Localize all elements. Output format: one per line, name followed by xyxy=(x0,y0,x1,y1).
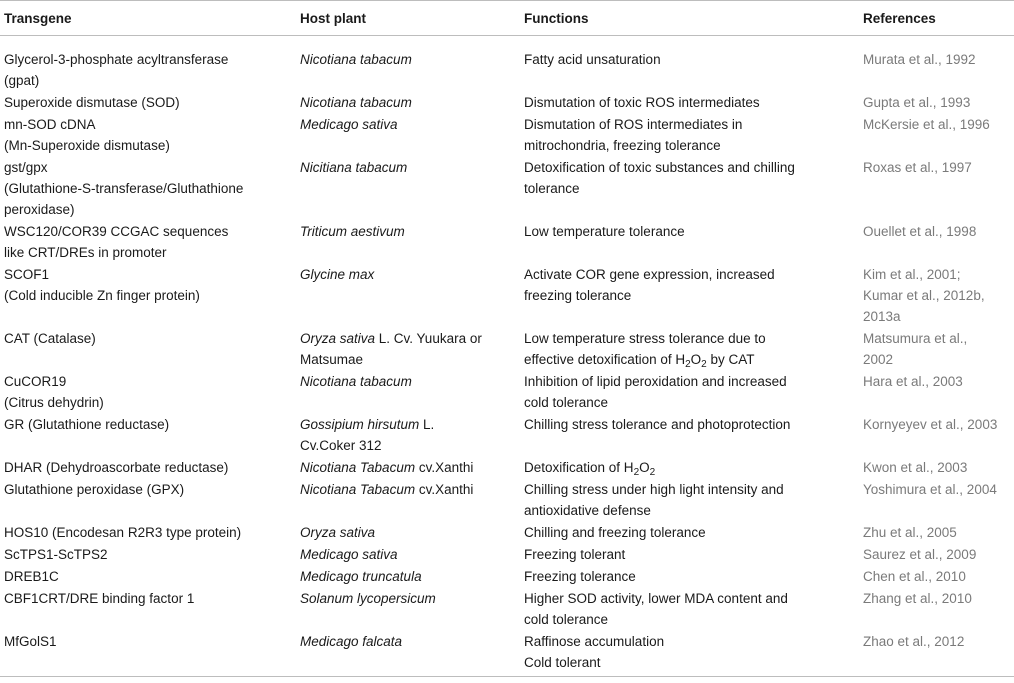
host-line xyxy=(300,264,520,285)
host-cultivar: Cv.Coker 312 xyxy=(300,438,382,453)
function-text: cold tolerance xyxy=(524,612,609,627)
header-row xyxy=(0,1,1014,36)
cell-host-plant xyxy=(296,327,520,370)
function-text: Inhibition of lipid peroxidation and increased xyxy=(524,374,787,389)
transgene-text: like CRT/DREs in promoter xyxy=(4,245,167,260)
transgene-text: DREB1C xyxy=(4,569,59,584)
transgene-text: peroxidase) xyxy=(4,202,75,217)
reference-text: Gupta et al., 1993 xyxy=(863,95,971,110)
cell-functions xyxy=(520,370,859,413)
function-text-part: effective detoxification of H xyxy=(524,352,686,367)
reference-text: McKersie et al., 1996 xyxy=(863,117,990,132)
cell-references xyxy=(859,543,1014,565)
cell-transgene xyxy=(0,220,296,263)
reference-text: Yoshimura et al., 2004 xyxy=(863,482,997,497)
function-text: Cold tolerant xyxy=(524,655,601,670)
cell-transgene xyxy=(0,113,296,156)
reference-text: Kim et al., 2001; xyxy=(863,267,961,282)
cell-host-plant xyxy=(296,478,520,521)
host-species: Triticum aestivum xyxy=(300,224,405,239)
cell-references xyxy=(859,630,1014,677)
function-text: Freezing tolerance xyxy=(524,569,636,584)
function-text: Dismutation of ROS intermediates in xyxy=(524,117,743,132)
host-cultivar: cv.Xanthi xyxy=(415,460,474,475)
cell-functions xyxy=(520,263,859,327)
cell-host-plant xyxy=(296,370,520,413)
host-species: Nicotiana tabacum xyxy=(300,374,412,389)
cell-host-plant xyxy=(296,156,520,220)
function-text: Low temperature tolerance xyxy=(524,224,685,239)
function-text: Higher SOD activity, lower MDA content and xyxy=(524,591,788,606)
cell-host-plant xyxy=(296,36,520,92)
host-line xyxy=(300,221,520,242)
function-text: Fatty acid unsaturation xyxy=(524,52,661,67)
host-species: Medicago sativa xyxy=(300,117,398,132)
host-line xyxy=(300,566,520,587)
cell-host-plant xyxy=(296,220,520,263)
cell-functions xyxy=(520,156,859,220)
transgene-text: mn-SOD cDNA xyxy=(4,117,96,132)
cell-functions xyxy=(520,587,859,630)
reference-text: 2002 xyxy=(863,352,894,367)
reference-text: Zhang et al., 2010 xyxy=(863,591,972,606)
function-text: Dismutation of toxic ROS intermediates xyxy=(524,95,760,110)
function-text: Freezing tolerant xyxy=(524,547,626,562)
table-row xyxy=(0,521,1014,543)
host-line xyxy=(300,92,520,113)
function-text: mitrochondria, freezing tolerance xyxy=(524,138,721,153)
cell-transgene xyxy=(0,263,296,327)
host-line xyxy=(300,544,520,565)
function-text: Chilling and freezing tolerance xyxy=(524,525,706,540)
host-species: Nicitiana tabacum xyxy=(300,160,408,175)
function-text-part: Detoxification of H xyxy=(524,460,634,475)
table-row xyxy=(0,565,1014,587)
cell-host-plant xyxy=(296,113,520,156)
cell-host-plant xyxy=(296,565,520,587)
host-cultivar: L. xyxy=(419,417,435,432)
cell-functions xyxy=(520,630,859,677)
function-text: Chilling stress under high light intensity and xyxy=(524,482,784,497)
table-row xyxy=(0,156,1014,220)
reference-text: Kwon et al., 2003 xyxy=(863,460,968,475)
transgene-text: (Glutathione-S-transferase/Gluthathione xyxy=(4,181,244,196)
reference-text: Saurez et al., 2009 xyxy=(863,547,977,562)
host-species: Nicotiana tabacum xyxy=(300,95,412,110)
transgene-text: (gpat) xyxy=(4,73,40,88)
cell-references xyxy=(859,521,1014,543)
host-species: Medicago truncatula xyxy=(300,569,422,584)
host-species: Gossipium hirsutum xyxy=(300,417,420,432)
table-row xyxy=(0,263,1014,327)
reference-text: Zhu et al., 2005 xyxy=(863,525,957,540)
host-line xyxy=(300,328,520,349)
reference-text: Matsumura et al., xyxy=(863,331,968,346)
table-row xyxy=(0,413,1014,456)
table-row xyxy=(0,220,1014,263)
cell-transgene xyxy=(0,327,296,370)
function-text: tolerance xyxy=(524,181,580,196)
transgene-text: DHAR (Dehydroascorbate reductase) xyxy=(4,460,229,475)
host-line xyxy=(300,414,520,435)
cell-transgene xyxy=(0,156,296,220)
cell-references xyxy=(859,413,1014,456)
cell-functions xyxy=(520,565,859,587)
reference-text: Zhao et al., 2012 xyxy=(863,634,965,649)
cell-host-plant xyxy=(296,587,520,630)
cell-transgene xyxy=(0,587,296,630)
header-references: References xyxy=(859,1,1014,36)
cell-functions xyxy=(520,521,859,543)
transgene-text: CAT (Catalase) xyxy=(4,331,96,346)
table-row xyxy=(0,370,1014,413)
cell-references xyxy=(859,113,1014,156)
host-line xyxy=(300,371,520,392)
cell-references xyxy=(859,263,1014,327)
cell-host-plant xyxy=(296,91,520,113)
function-text: Activate COR gene expression, increased xyxy=(524,267,775,282)
reference-text: Chen et al., 2010 xyxy=(863,569,966,584)
transgene-text: CuCOR19 xyxy=(4,374,67,389)
table-row xyxy=(0,91,1014,113)
subscript: 2 xyxy=(701,359,707,370)
cell-functions xyxy=(520,543,859,565)
cell-references xyxy=(859,91,1014,113)
cell-functions xyxy=(520,413,859,456)
host-species: Nicotiana Tabacum xyxy=(300,482,416,497)
transgene-text: (Mn-Superoxide dismutase) xyxy=(4,138,170,153)
function-text: Raffinose accumulation xyxy=(524,634,665,649)
table-row xyxy=(0,587,1014,630)
cell-functions xyxy=(520,36,859,92)
cell-functions xyxy=(520,91,859,113)
cell-functions xyxy=(520,456,859,478)
function-text: Detoxification of toxic substances and chilling xyxy=(524,160,795,175)
transgene-text: Superoxide dismutase (SOD) xyxy=(4,95,180,110)
host-cultivar: L. Cv. Yuukara or xyxy=(375,331,482,346)
host-species: Oryza sativa xyxy=(300,525,376,540)
header-transgene: Transgene xyxy=(0,1,296,36)
transgene-text: MfGolS1 xyxy=(4,634,57,649)
cell-transgene xyxy=(0,478,296,521)
transgene-text: (Citrus dehydrin) xyxy=(4,395,104,410)
function-text xyxy=(524,457,859,478)
table-row xyxy=(0,630,1014,677)
table-row xyxy=(0,36,1014,92)
transgene-text: GR (Glutathione reductase) xyxy=(4,417,170,432)
cell-host-plant xyxy=(296,413,520,456)
function-text: freezing tolerance xyxy=(524,288,632,303)
reference-text: Ouellet et al., 1998 xyxy=(863,224,977,239)
reference-text: Hara et al., 2003 xyxy=(863,374,963,389)
header-host-plant: Host plant xyxy=(296,1,520,36)
transgene-text: WSC120/COR39 CCGAC sequences xyxy=(4,224,229,239)
host-species: Solanum lycopersicum xyxy=(300,591,436,606)
transgene-text: ScTPS1-ScTPS2 xyxy=(4,547,108,562)
function-text: cold tolerance xyxy=(524,395,609,410)
cell-transgene xyxy=(0,630,296,677)
header-functions: Functions xyxy=(520,1,859,36)
cell-host-plant xyxy=(296,263,520,327)
host-cultivar: Matsumae xyxy=(300,352,364,367)
transgene-text: Glutathione peroxidase (GPX) xyxy=(4,482,185,497)
cell-transgene xyxy=(0,370,296,413)
transgene-text: SCOF1 xyxy=(4,267,50,282)
cell-transgene xyxy=(0,456,296,478)
cell-functions xyxy=(520,327,859,370)
function-text: Chilling stress tolerance and photoprotection xyxy=(524,417,791,432)
transgene-text: HOS10 (Encodesan R2R3 type protein) xyxy=(4,525,242,540)
table-row xyxy=(0,456,1014,478)
host-line xyxy=(300,457,520,478)
reference-text: Kornyeyev et al., 2003 xyxy=(863,417,998,432)
reference-text: Kumar et al., 2012b, xyxy=(863,288,985,303)
host-line xyxy=(300,49,520,70)
cell-references xyxy=(859,370,1014,413)
subscript: 2 xyxy=(685,359,691,370)
cell-host-plant xyxy=(296,521,520,543)
host-species: Nicotiana tabacum xyxy=(300,52,412,67)
table-body xyxy=(0,36,1014,677)
cell-transgene xyxy=(0,36,296,92)
transgene-text: (Cold inducible Zn finger protein) xyxy=(4,288,200,303)
cell-host-plant xyxy=(296,630,520,677)
cell-transgene xyxy=(0,413,296,456)
cell-references xyxy=(859,36,1014,92)
cell-references xyxy=(859,327,1014,370)
cell-references xyxy=(859,565,1014,587)
cell-transgene xyxy=(0,543,296,565)
cell-references xyxy=(859,587,1014,630)
host-line xyxy=(300,157,520,178)
host-species: Medicago sativa xyxy=(300,547,398,562)
function-text xyxy=(524,349,859,370)
cell-functions xyxy=(520,113,859,156)
cell-references xyxy=(859,478,1014,521)
host-cultivar: cv.Xanthi xyxy=(415,482,474,497)
table-row xyxy=(0,543,1014,565)
function-text: Low temperature stress tolerance due to xyxy=(524,331,766,346)
host-line xyxy=(300,479,520,500)
cell-host-plant xyxy=(296,543,520,565)
host-species: Glycine max xyxy=(300,267,375,282)
function-text-part: O xyxy=(639,460,650,475)
table-header xyxy=(0,1,1014,36)
reference-text: Murata et al., 1992 xyxy=(863,52,976,67)
transgene-text: CBF1CRT/DRE binding factor 1 xyxy=(4,591,195,606)
function-text: antioxidative defense xyxy=(524,503,651,518)
transgene-text: gst/gpx xyxy=(4,160,48,175)
cell-references xyxy=(859,456,1014,478)
cell-transgene xyxy=(0,91,296,113)
host-species: Nicotiana Tabacum xyxy=(300,460,416,475)
host-species: Oryza sativa xyxy=(300,331,376,346)
cell-references xyxy=(859,220,1014,263)
table-row xyxy=(0,478,1014,521)
cell-functions xyxy=(520,478,859,521)
host-line xyxy=(300,631,520,652)
subscript: 2 xyxy=(649,467,656,478)
table-row xyxy=(0,113,1014,156)
host-line xyxy=(300,588,520,609)
cell-transgene xyxy=(0,565,296,587)
subscript: 2 xyxy=(633,467,640,478)
reference-text: Roxas et al., 1997 xyxy=(863,160,972,175)
host-line xyxy=(300,522,520,543)
host-line xyxy=(300,114,520,135)
cell-references xyxy=(859,156,1014,220)
cell-host-plant xyxy=(296,456,520,478)
host-species: Medicago falcata xyxy=(300,634,403,649)
cell-functions xyxy=(520,220,859,263)
reference-text: 2013a xyxy=(863,309,901,324)
transgene-text: Glycerol-3-phosphate acyltransferase xyxy=(4,52,229,67)
function-text-part: by CAT xyxy=(706,352,755,367)
table-row xyxy=(0,327,1014,370)
function-text-part: O xyxy=(690,352,702,367)
cell-transgene xyxy=(0,521,296,543)
